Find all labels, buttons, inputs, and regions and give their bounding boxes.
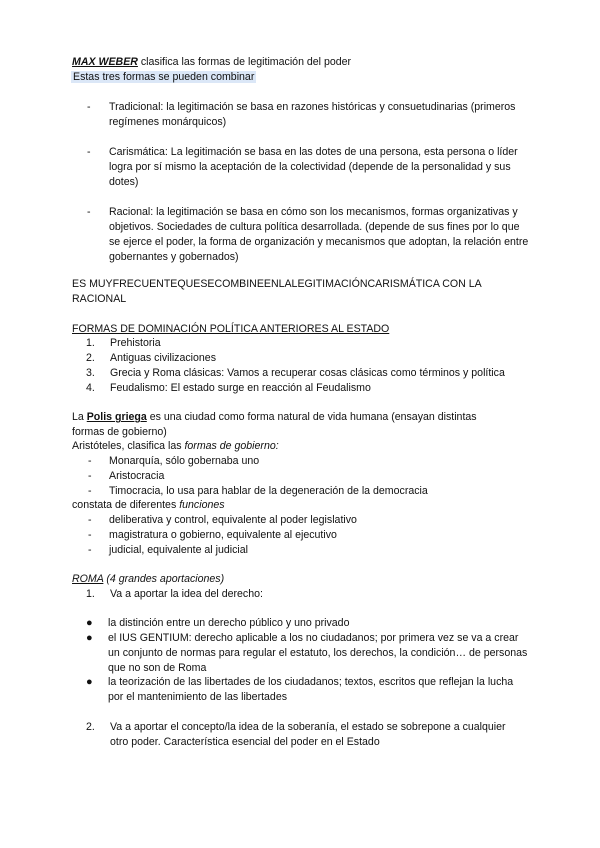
heading-text: clasifica las formas de legitimación del poder (137, 56, 352, 68)
item-number: 2. (86, 721, 95, 733)
item-text-continued: otro poder. Característica esencial del poder en el Estado (110, 736, 380, 748)
funciones-line (72, 498, 225, 513)
dash-marker: - (87, 206, 91, 218)
bullet-text: la distinción entre un derecho público y uno privado (108, 617, 350, 629)
list-item-text: judicial, equivalente al judicial (109, 544, 248, 556)
roma-heading-rest: (4 grandes aportaciones) (103, 573, 225, 585)
polis-line-2: formas de gobierno) (72, 426, 167, 438)
list-item-text: Tradicional: la legitimación se basa en razones históricas y consuetudinarias (primeros regímenes monárquicos) (109, 101, 516, 128)
item-text: Va a aportar el concepto/la idea de la soberanía, el estado se sobrepone a cualquier (110, 721, 506, 733)
list-item-text: Carismática: La legitimación se basa en las dotes de una persona, esta persona o líder logra por sí mismo la aceptación de la colectividad (depende de la personalidad y sus dotes) (109, 146, 518, 188)
author-name: MAX WEBER (72, 56, 138, 68)
funciones-term: funciones (179, 499, 225, 511)
list-item-text: deliberativa y control, equivalente al poder legislativo (109, 514, 357, 526)
list-item-text: Monarquía, sólo gobernaba uno (109, 455, 260, 467)
dash-marker: - (88, 529, 92, 541)
list-item-text: Racional: la legitimación se basa en cómo son los mecanismos, formas organizativas y objetivos. Sociedades de cultura política desarrollada. (depende de sus fines por lo que se ejerce el poder, la forma de organización y mecanismos que adoptan, la relación entre gobernantes y gobernados) (109, 206, 529, 263)
dash-marker: - (88, 544, 92, 556)
list-item-text: magistratura o gobierno, equivalente al ejecutivo (109, 529, 337, 541)
aristoteles-term: formas de gobierno: (184, 440, 279, 452)
dash-marker: - (87, 146, 91, 158)
funciones-prefix: constata de diferentes (72, 499, 180, 511)
list-item-text: Aristocracia (109, 470, 165, 482)
bullet-text: la teorización de las libertades de los ciudadanos; textos, escritos que reflejan la lucha por el mantenimiento de las libertades (108, 676, 514, 703)
roma-term: ROMA (72, 573, 104, 585)
aristoteles-prefix: Aristóteles, clasifica las (72, 440, 185, 452)
dash-marker: - (88, 470, 92, 482)
dash-marker: - (88, 455, 92, 467)
list-item-text: Timocracia, lo usa para hablar de la degeneración de la democracia (109, 485, 428, 497)
subtitle-line (72, 70, 256, 85)
item-number: 3. (86, 367, 95, 379)
item-text: Feudalismo: El estado surge en reacción al Feudalismo (110, 382, 371, 394)
bullet-icon: ● (86, 632, 93, 644)
combination-line-2: RACIONAL (72, 293, 127, 305)
polis-prefix: La (72, 411, 87, 423)
item-text: Va a aportar la idea del derecho: (110, 588, 263, 600)
aristoteles-line (72, 439, 279, 454)
combination-line-1: ES MUYFRECUENTEQUESECOMBINEENLALEGITIMACIÓNCARISMÁTICA CON LA (72, 278, 482, 290)
bullet-icon: ● (86, 676, 93, 688)
polis-term: Polis griega (86, 411, 147, 423)
dash-marker: - (87, 101, 91, 113)
item-text: Antiguas civilizaciones (110, 352, 216, 364)
item-text: Prehistoria (110, 337, 161, 349)
bullet-icon: ● (86, 617, 93, 629)
section-heading-dominacion: FORMAS DE DOMINACIÓN POLÍTICA ANTERIORES AL ESTADO (72, 323, 390, 335)
item-text: Grecia y Roma clásicas: Vamos a recuperar cosas clásicas como términos y política (110, 367, 505, 379)
dash-marker: - (88, 514, 92, 526)
roma-heading (72, 572, 224, 587)
item-number: 2. (86, 352, 95, 364)
bullet-text: el IUS GENTIUM: derecho aplicable a los no ciudadanos; por primera vez se va a crear un conjunto de normas para regular el estatuto, los derechos, la condición… de personas que no son de Roma (108, 632, 528, 674)
polis-text: es una ciudad como forma natural de vida humana (ensayan distintas (146, 411, 477, 423)
dash-marker: - (88, 485, 92, 497)
heading-line (72, 55, 351, 70)
highlighted-subtitle: Estas tres formas se pueden combinar (73, 71, 255, 83)
item-number: 4. (86, 382, 95, 394)
polis-line-1 (72, 410, 477, 425)
item-number: 1. (86, 588, 95, 600)
item-number: 1. (86, 337, 95, 349)
